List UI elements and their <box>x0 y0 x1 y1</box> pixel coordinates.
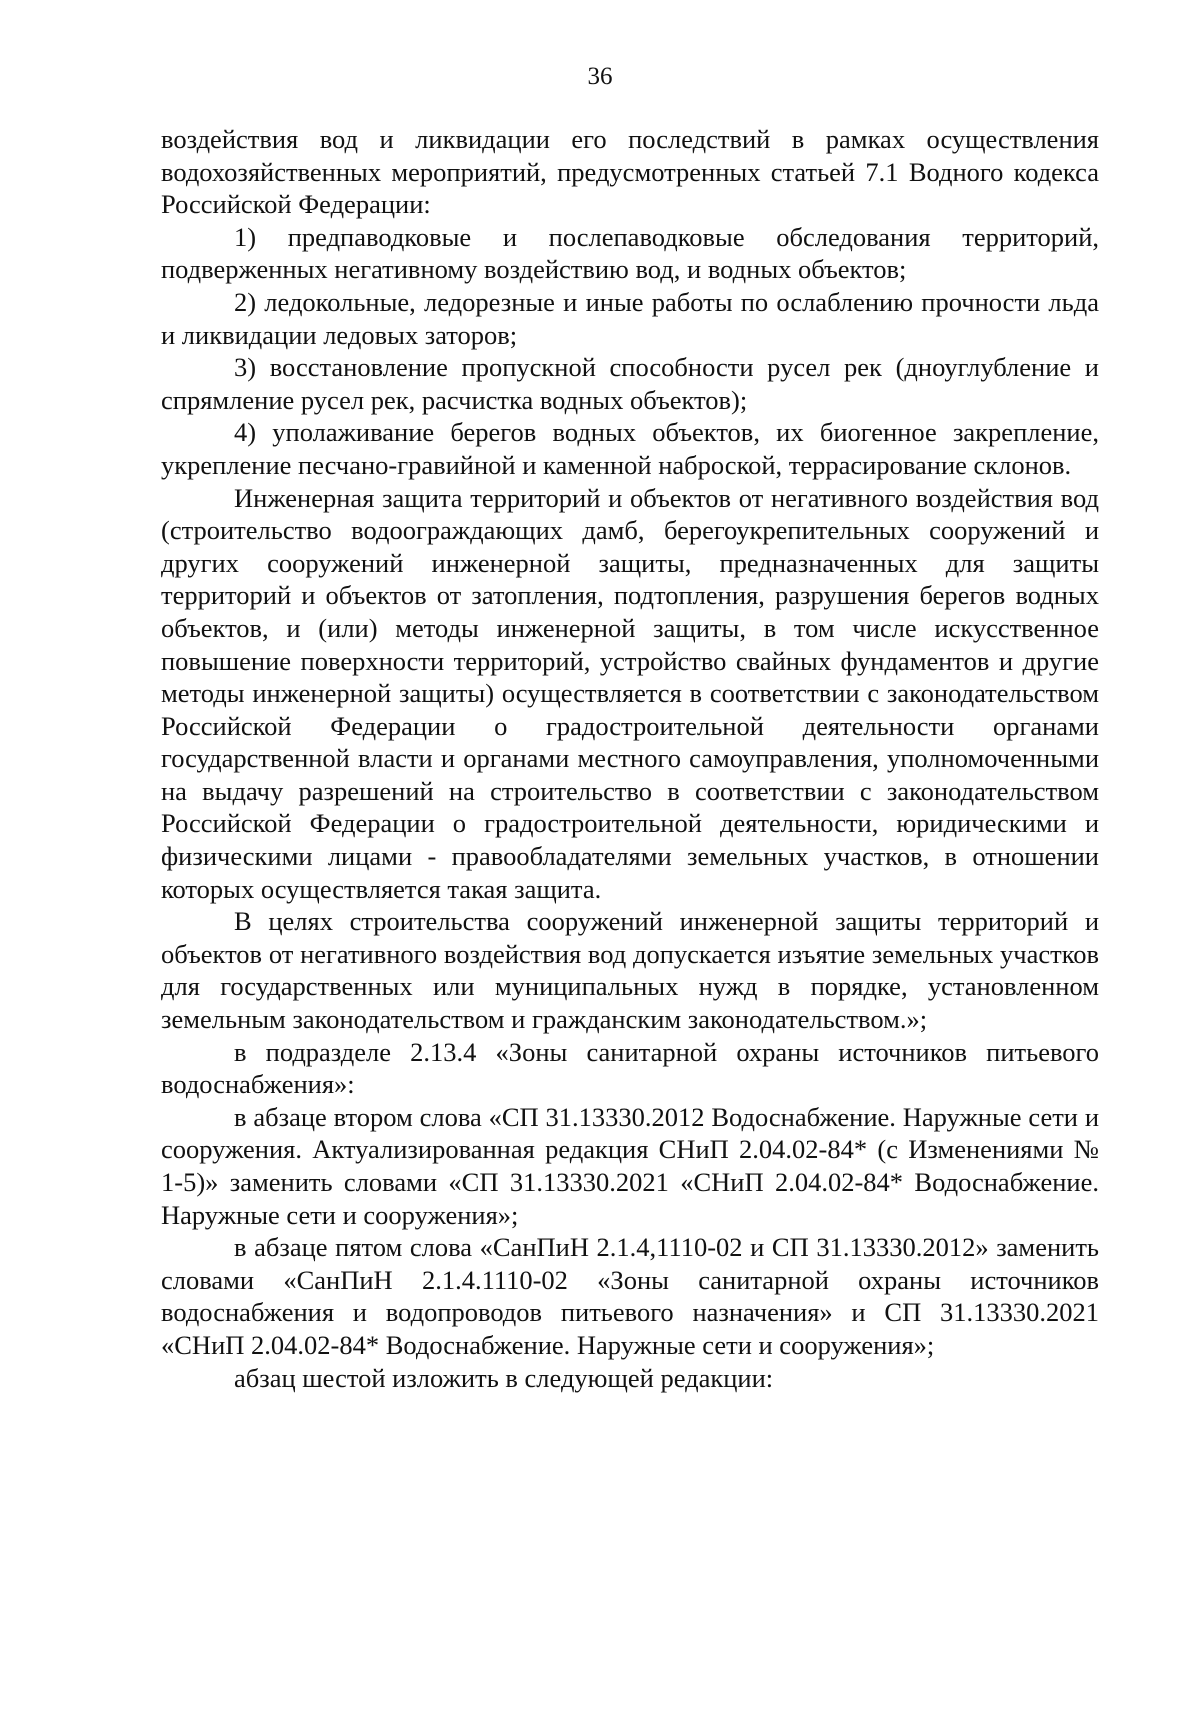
paragraph-abzats-vtoroy: в абзаце втором слова «СП 31.13330.2012 Водоснабжение. Наружные сети и сооружения. Актуализированная редакция СНиП 2.04.02-84* (с Изменениями № 1-5)» заменить словами «СП 31.13330.2021 «СНиП 2.04.02-84* Водоснабжение. Наружные сети и сооружения»; <box>161 1101 1099 1230</box>
list-item-3: 3) восстановление пропускной способности русел рек (дноуглубление и спрямление русел рек, расчистка водных объектов); <box>161 352 1099 415</box>
page-number: 36 <box>587 63 613 90</box>
document-body <box>161 123 1099 1394</box>
paragraph-land-withdrawal: В целях строительства сооружений инженерной защиты территорий и объектов от негативного воздействия вод допускается изъятие земельных участков для государственных или муниципальных нужд в порядке, установленном земельным законодательством и гражданским законодательством.»; <box>161 906 1099 1035</box>
paragraph-abzats-pyatyy: в абзаце пятом слова «СанПиН 2.1.4,1110-02 и СП 31.13330.2012» заменить словами «СанПиН 2.1.4.1110-02 «Зоны санитарной охраны источников водоснабжения и водопроводов питьевого назначения» и СП 31.13330.2021 «СНиП 2.04.02-84* Водоснабжение. Наружные сети и сооружения»; <box>161 1232 1099 1360</box>
list-item-1: 1) предпаводковые и послепаводковые обследования территорий, подверженных негативному воздействию вод, и водных объектов; <box>161 221 1099 285</box>
paragraph-engineering-protection: Инженерная защита территорий и объектов от негативного воздействия вод (строительство водоограждающих дамб, берегоукрепительных сооружений и других сооружений инженерной защиты, предназначенных для защиты территорий и объектов от затопления, подтопления, разрушения берегов водных объектов, и (или) методы инженерной защиты, в том числе искусственное повышение поверхности территорий, устройство свайных фундаментов и другие методы инженерной защиты) осуществляется в соответствии с законодательством Российской Федерации о градостроительной деятельности органами государственной власти и органами местного самоуправления, уполномоченными на выдачу разрешений на строительство в соответствии с законодательством Российской Федерации о градостроительной деятельности, юридическими и физическими лицами - правообладателями земельных участков, в отношении которых осуществляется такая защита. <box>161 482 1099 904</box>
paragraph-abzats-shestoy: абзац шестой изложить в следующей редакции: <box>234 1362 774 1393</box>
paragraph-subsection-2-13-4: в подразделе 2.13.4 «Зоны санитарной охраны источников питьевого водоснабжения»: <box>161 1036 1099 1100</box>
paragraph-intro: воздействия вод и ликвидации его последствий в рамках осуществления водохозяйственных мероприятий, предусмотренных статьей 7.1 Водного кодекса Российской Федерации: <box>161 124 1099 220</box>
list-item-2: 2) ледокольные, ледорезные и иные работы по ослаблению прочности льда и ликвидации ледовых заторов; <box>161 286 1099 350</box>
list-item-4: 4) уполаживание берегов водных объектов, их биогенное закрепление, укрепление песчано-гравийной и каменной наброской, террасирование склонов. <box>161 417 1099 480</box>
